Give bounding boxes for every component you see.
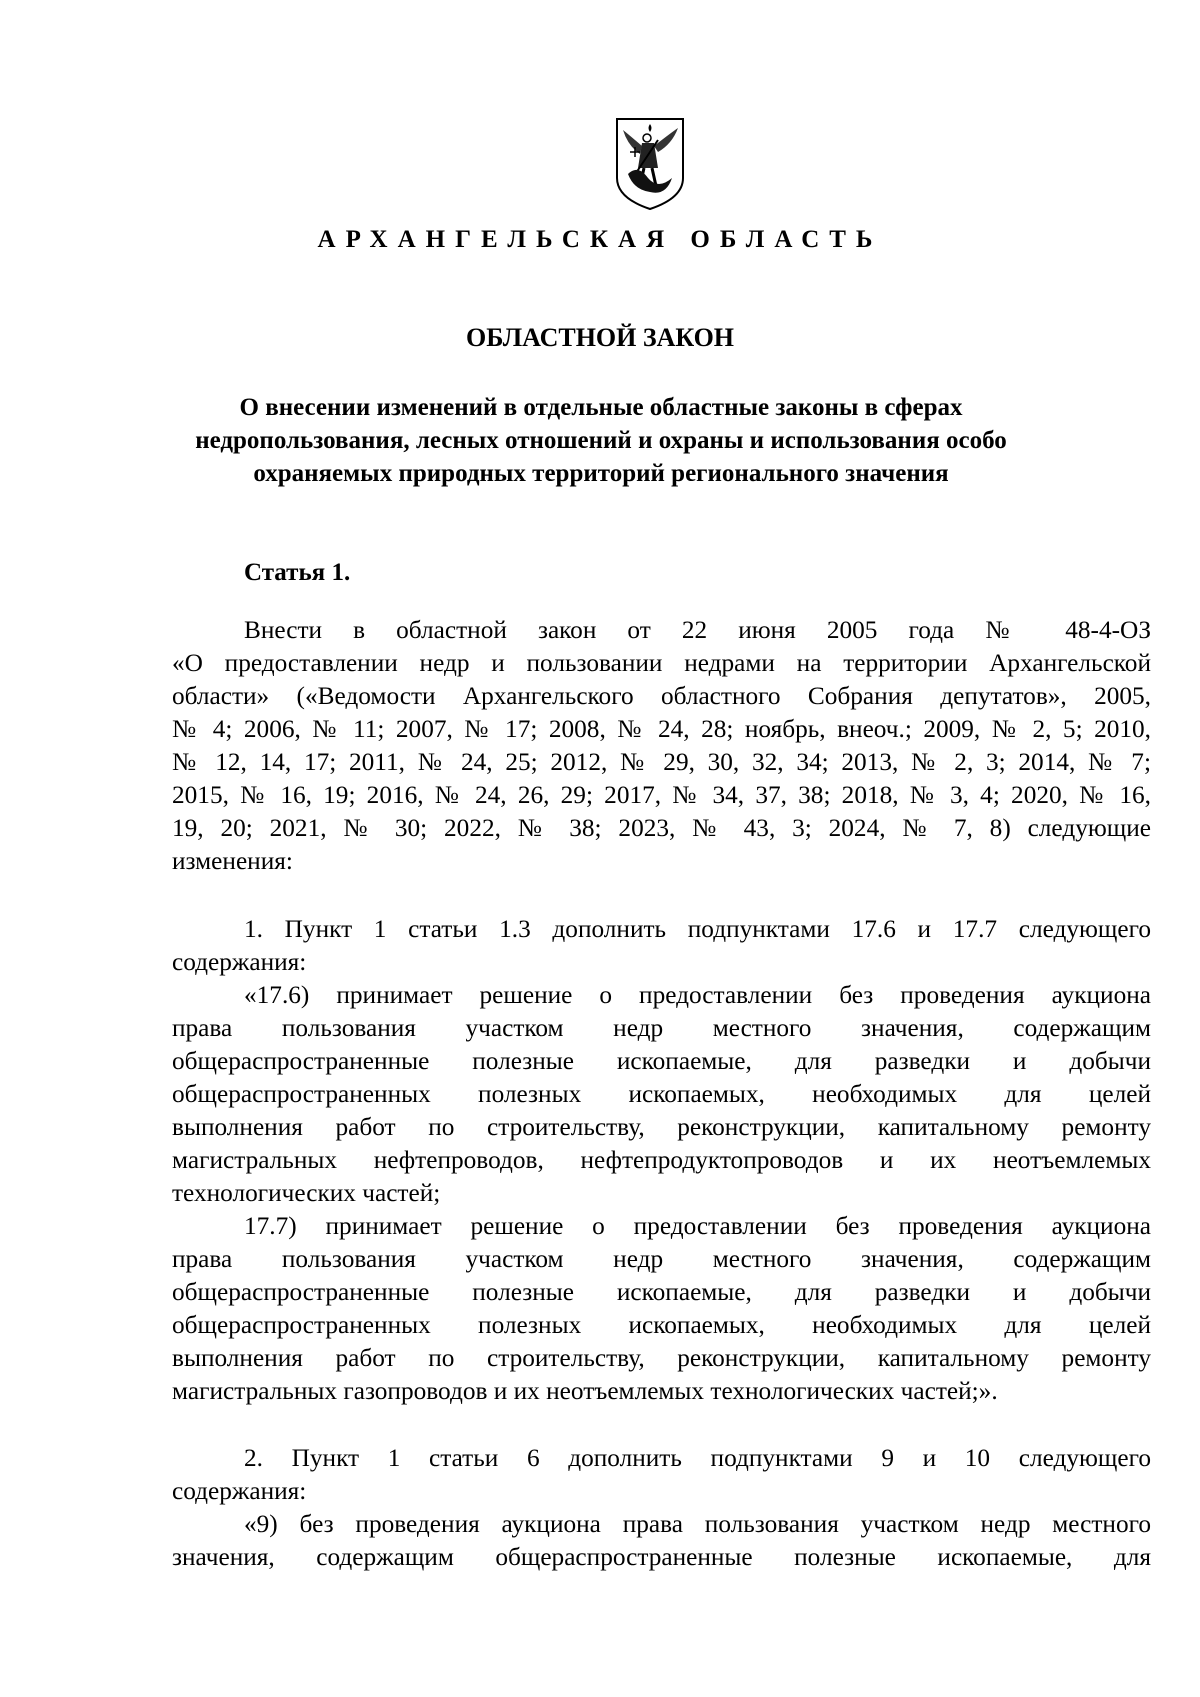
text-line: 17.7) принимает решение о предоставлении без проведения аукциона	[244, 1212, 1151, 1240]
region-name: АРХАНГЕЛЬСКАЯ ОБЛАСТЬ	[317, 226, 883, 253]
law-title-line: охраняемых природных территорий регионального значения	[253, 460, 949, 487]
text-line: выполнения работ по строительству, реконструкции, капитальному ремонту	[172, 1113, 1151, 1141]
text-line: содержания:	[172, 948, 307, 976]
text-line: выполнения работ по строительству, реконструкции, капитальному ремонту	[172, 1344, 1151, 1372]
text-line: общераспространенных полезных ископаемых, необходимых для целей	[172, 1311, 1151, 1339]
article-heading: Статья 1.	[244, 559, 351, 586]
article-item-1	[172, 913, 1151, 1408]
text-line: магистральных нефтепроводов, нефтепродуктопроводов и их неотъемлемых	[172, 1146, 1151, 1174]
text-line: магистральных газопроводов и их неотъемлемых технологических частей;».	[172, 1377, 998, 1405]
text-line: права пользования участком недр местного значения, содержащим	[172, 1245, 1151, 1273]
text-line: «О предоставлении недр и пользовании недрами на территории Архангельской	[172, 649, 1151, 677]
coat-of-arms-icon	[614, 116, 686, 212]
article-item-2	[172, 1442, 1151, 1574]
text-line: 1. Пункт 1 статьи 1.3 дополнить подпунктами 17.6 и 17.7 следующего	[244, 915, 1151, 943]
text-line: № 4; 2006, № 11; 2007, № 17; 2008, № 24, 28; ноябрь, внеоч.; 2009, № 2, 5; 2010,	[172, 715, 1151, 743]
text-line: общераспространенные полезные ископаемые, для разведки и добычи	[172, 1047, 1151, 1075]
law-title	[180, 391, 1022, 490]
text-line: изменения:	[172, 847, 293, 875]
text-line: технологических частей;	[172, 1179, 441, 1207]
law-title-line: недропользования, лесных отношений и охраны и использования особо	[195, 427, 1007, 454]
text-line: области» («Ведомости Архангельского областного Собрания депутатов», 2005,	[172, 682, 1151, 710]
text-line: общераспространенных полезных ископаемых, необходимых для целей	[172, 1080, 1151, 1108]
text-line: общераспространенные полезные ископаемые, для разведки и добычи	[172, 1278, 1151, 1306]
text-line: 2015, № 16, 19; 2016, № 24, 26, 29; 2017, № 34, 37, 38; 2018, № 3, 4; 2020, № 16,	[172, 781, 1151, 809]
text-line: содержания:	[172, 1477, 307, 1505]
text-line: «17.6) принимает решение о предоставлении без проведения аукциона	[244, 981, 1151, 1009]
document-type: ОБЛАСТНОЙ ЗАКОН	[465, 323, 735, 352]
text-line: 19, 20; 2021, № 30; 2022, № 38; 2023, № 43, 3; 2024, № 7, 8) следующие	[172, 814, 1151, 842]
text-line: значения, содержащим общераспространенные полезные ископаемые, для	[172, 1543, 1151, 1571]
text-line: «9) без проведения аукциона права пользования участком недр местного	[244, 1510, 1151, 1538]
text-line: 2. Пункт 1 статьи 6 дополнить подпунктами 9 и 10 следующего	[244, 1444, 1151, 1472]
text-line: Внести в областной закон от 22 июня 2005 года № 48-4-ОЗ	[244, 616, 1151, 644]
text-line: № 12, 14, 17; 2011, № 24, 25; 2012, № 29, 30, 32, 34; 2013, № 2, 3; 2014, № 7;	[172, 748, 1151, 776]
law-title-line: О внесении изменений в отдельные областные законы в сферах	[239, 394, 963, 421]
text-line: права пользования участком недр местного значения, содержащим	[172, 1014, 1151, 1042]
article-intro	[172, 614, 1151, 878]
